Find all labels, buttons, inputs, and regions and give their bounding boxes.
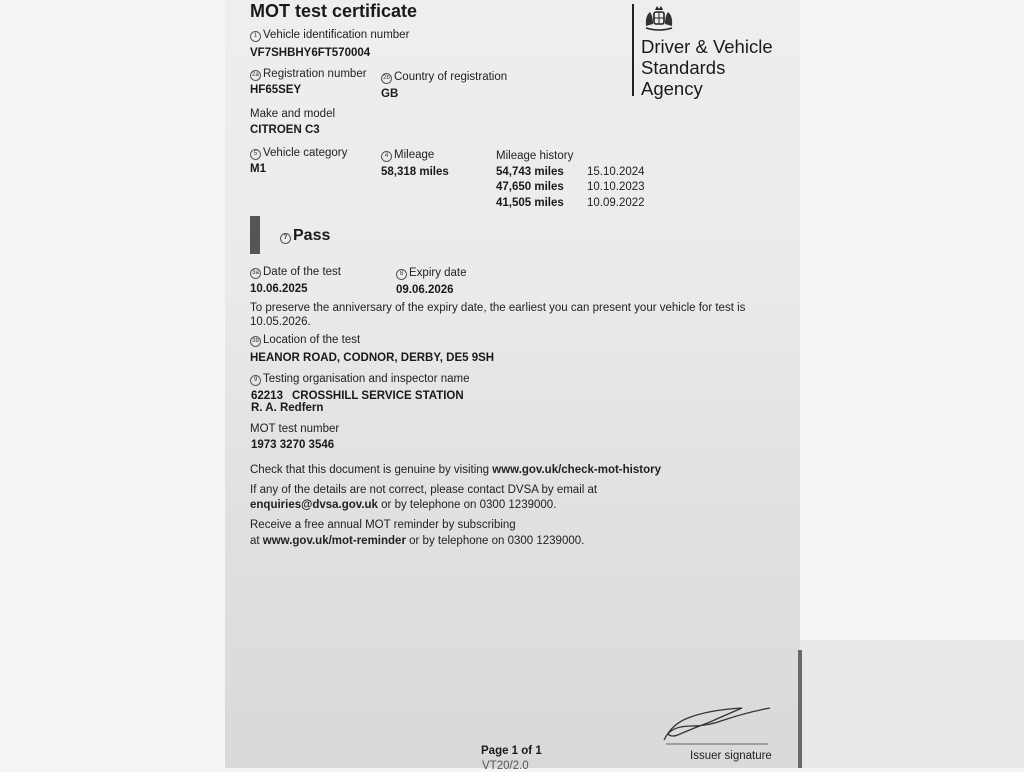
brand-divider — [632, 4, 634, 96]
mileage-label — [381, 149, 434, 162]
field-marker: 8 — [396, 269, 407, 280]
vin-label — [250, 29, 409, 42]
contact-line-2 — [250, 499, 556, 511]
check-mot-link[interactable]: www.gov.uk/check-mot-history — [492, 464, 661, 476]
country-label — [381, 71, 507, 84]
registration-value: HF65SEY — [250, 84, 302, 96]
agency-name-line-3: Agency — [641, 78, 703, 99]
mileage-value: 58,318 miles — [381, 166, 449, 178]
organisation-label — [250, 373, 470, 386]
make-model-label: Make and model — [250, 108, 336, 120]
organisation-name: CROSSHILL SERVICE STATION — [292, 390, 464, 402]
vin-value: VF7SHBHY6FT570004 — [250, 47, 371, 59]
make-model-value: CITROEN C3 — [250, 124, 320, 136]
contact-line-2-text: or by telephone on 0300 1239000. — [377, 499, 557, 511]
royal-coat-of-arms-icon — [642, 4, 676, 34]
page-title: MOT test certificate — [250, 1, 418, 21]
location-label-text: Location of the test — [263, 334, 361, 346]
mileage-history-date: 15.10.2024 — [587, 166, 645, 178]
agency-name-line-2: Standards — [641, 57, 726, 78]
field-marker: 4 — [381, 151, 392, 162]
mileage-history-date: 10.09.2022 — [587, 197, 645, 209]
reminder-prefix: at — [250, 535, 263, 547]
reminder-line-1: Receive a free annual MOT reminder by subscribing — [250, 519, 516, 531]
anniversary-date: 10.05.2026. — [250, 316, 311, 328]
registration-label — [250, 68, 367, 81]
field-marker: 1 — [250, 31, 261, 42]
enquiries-email-link[interactable]: enquiries@dvsa.gov.uk — [250, 499, 378, 511]
registration-label-text: Registration number — [263, 68, 367, 80]
country-value: GB — [381, 88, 399, 100]
contact-line-1: If any of the details are not correct, please contact DVSA by email at — [250, 484, 598, 496]
background-edge — [798, 650, 802, 768]
field-marker: 3b — [250, 336, 261, 347]
background-shadow — [800, 640, 1024, 768]
mileage-history-miles: 54,743 miles — [496, 166, 564, 178]
field-marker: 3a — [250, 268, 261, 279]
form-code: VT20/2.0 — [482, 760, 529, 772]
agency-name — [641, 36, 773, 99]
organisation-label-text: Testing organisation and inspector name — [263, 373, 470, 385]
category-label — [250, 147, 347, 160]
organisation-code: 62213 — [251, 390, 283, 402]
mileage-history-date: 10.10.2023 — [587, 181, 645, 193]
check-genuine — [250, 464, 661, 476]
agency-name-line-1: Driver & Vehicle — [641, 36, 773, 57]
test-date-value: 10.06.2025 — [250, 283, 308, 295]
signature-label: Issuer signature — [690, 750, 772, 762]
result-bar — [250, 216, 260, 254]
anniversary-note: To preserve the anniversary of the expiry date, the earliest you can present your vehicle for test is — [250, 302, 746, 314]
field-marker: 2a — [250, 70, 261, 81]
field-marker: 2b — [381, 73, 392, 84]
field-marker: 7 — [280, 233, 291, 244]
vin-label-text: Vehicle identification number — [263, 29, 410, 41]
location-value: HEANOR ROAD, CODNOR, DERBY, DE5 9SH — [250, 352, 495, 364]
expiry-date-label — [396, 267, 467, 280]
category-value: M1 — [250, 163, 266, 175]
mileage-history-miles: 47,650 miles — [496, 181, 564, 193]
mileage-history-label: Mileage history — [496, 150, 574, 162]
category-label-text: Vehicle category — [263, 147, 348, 159]
check-genuine-text: Check that this document is genuine by visiting — [250, 464, 493, 476]
expiry-date-label-text: Expiry date — [409, 267, 467, 279]
page-number: Page 1 of 1 — [481, 745, 542, 757]
inspector-name: R. A. Redfern — [251, 402, 324, 414]
handwritten-signature — [658, 704, 778, 748]
test-date-label-text: Date of the test — [263, 266, 341, 278]
expiry-date-value: 09.06.2026 — [396, 284, 454, 296]
field-marker: 9 — [250, 375, 261, 386]
location-label — [250, 334, 360, 347]
reminder-rest: or by telephone on 0300 1239000. — [405, 535, 585, 547]
test-result — [280, 227, 330, 245]
test-date-label — [250, 266, 341, 279]
mot-reminder-link[interactable]: www.gov.uk/mot-reminder — [262, 535, 406, 547]
mileage-label-text: Mileage — [394, 149, 435, 161]
field-marker: 5 — [250, 149, 261, 160]
test-number-value: 1973 3270 3546 — [251, 439, 335, 451]
country-label-text: Country of registration — [394, 71, 508, 83]
reminder-line-2 — [250, 535, 584, 547]
mileage-history-miles: 41,505 miles — [496, 197, 564, 209]
test-result-value: Pass — [293, 227, 331, 244]
test-number-label: MOT test number — [250, 423, 340, 435]
